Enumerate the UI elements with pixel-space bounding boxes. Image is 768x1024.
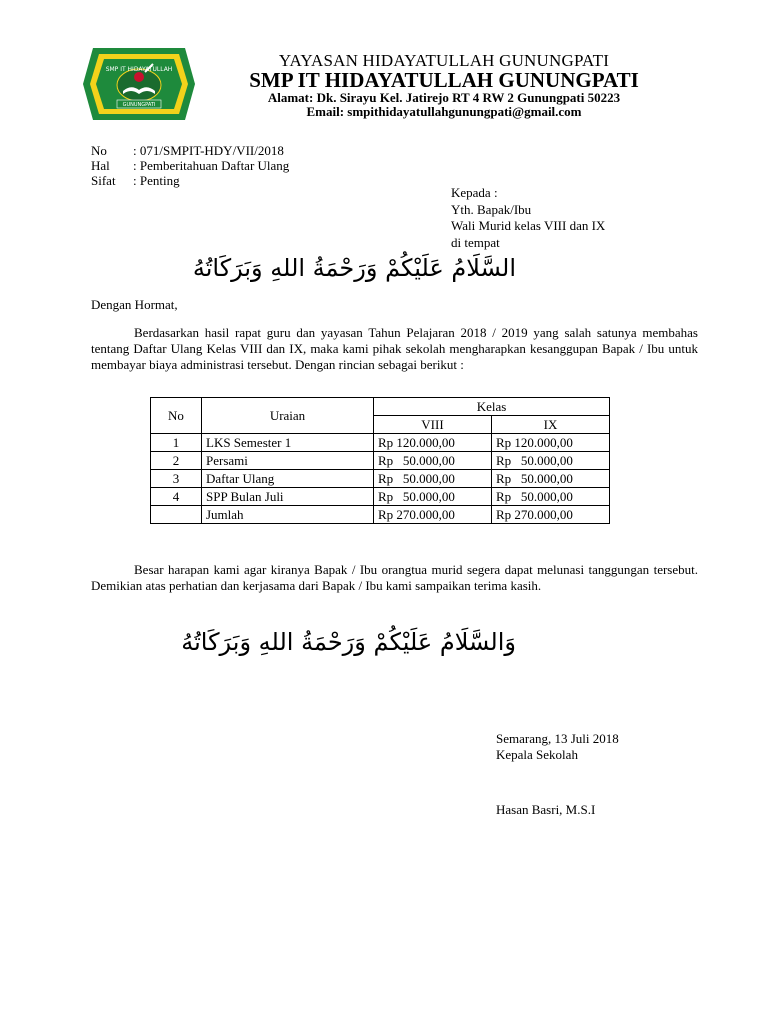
fee-table xyxy=(150,397,610,524)
cell-total-label: Jumlah xyxy=(202,506,374,524)
cell-uraian: Daftar Ulang xyxy=(202,470,374,488)
body-paragraph-2 xyxy=(91,562,698,594)
school-address: Alamat: Dk. Sirayu Kel. Jatirejo RT 4 RW 2 Gunungpati 50223 xyxy=(267,90,621,105)
recipient-block xyxy=(451,185,605,251)
meta-value: : Pemberitahuan Daftar Ulang xyxy=(133,158,290,173)
cell-ix: Rp 120.000,00 xyxy=(492,434,610,452)
recipient-line: Wali Murid kelas VIII dan IX xyxy=(451,218,606,233)
cell-viii: Rp 50.000,00 xyxy=(374,470,492,488)
signature-block xyxy=(496,731,619,763)
signer-position: Kepala Sekolah xyxy=(496,747,578,762)
table-row xyxy=(151,488,610,506)
table-row xyxy=(151,434,610,452)
meta-label: Hal xyxy=(91,158,110,173)
table-row xyxy=(151,470,610,488)
recipient-line: di tempat xyxy=(451,234,500,250)
cell-no: 2 xyxy=(151,452,202,470)
place-date: Semarang, 13 Juli 2018 xyxy=(496,731,619,746)
table-row xyxy=(151,452,610,470)
logo-ring-text: SMP IT HIDAYATULLAH xyxy=(105,66,173,73)
cell-viii: Rp 50.000,00 xyxy=(374,452,492,470)
meta-value: : Penting xyxy=(133,173,180,188)
cell-total-ix: Rp 270.000,00 xyxy=(492,506,610,524)
cell-uraian: LKS Semester 1 xyxy=(202,434,374,452)
col-header-ix: IX xyxy=(492,416,610,434)
col-header-kelas: Kelas xyxy=(374,398,610,416)
salam-closing: وَالسَّلَامُ عَلَيْكُمْ وَرَحْمَةُ اللهِ وَبَرَكَاتُهُ xyxy=(181,628,516,656)
cell-viii: Rp 120.000,00 xyxy=(374,434,492,452)
cell-ix: Rp 50.000,00 xyxy=(492,452,610,470)
school-email: Email: smpithidayatullahgunungpati@gmail.com xyxy=(306,104,582,119)
greeting: Dengan Hormat, xyxy=(91,297,178,312)
paragraph-text: Berdasarkan hasil rapat guru dan yayasan Tahun Pelajaran 2018 / 2019 yang salah satunya membahas tentang Daftar Ulang Kelas VIII dan IX, maka kami pihak sekolah mengharapkan kesanggupan Bapak / Ibu untuk membayar biaya administrasi tersebut. Dengan rincian sebagai berikut : xyxy=(91,325,698,372)
school-name: SMP IT HIDAYATULLAH GUNUNGPATI xyxy=(249,68,639,92)
meta-row-sifat xyxy=(0,172,768,189)
cell-total-viii: Rp 270.000,00 xyxy=(374,506,492,524)
cell-no: 1 xyxy=(151,434,202,452)
signer-name: Hasan Basri, M.S.I xyxy=(496,802,596,817)
cell-ix: Rp 50.000,00 xyxy=(492,488,610,506)
cell-viii: Rp 50.000,00 xyxy=(374,488,492,506)
cell-ix: Rp 50.000,00 xyxy=(492,470,610,488)
col-header-no: No xyxy=(151,398,202,434)
col-header-viii: VIII xyxy=(374,416,492,434)
meta-label: No xyxy=(91,143,107,158)
meta-label: Sifat xyxy=(91,173,116,188)
recipient-line: Yth. Bapak/Ibu xyxy=(451,201,532,217)
paragraph-text: Besar harapan kami agar kiranya Bapak / Ibu orangtua murid segera dapat melunasi tanggungan tersebut. Demikian atas perhatian dan kerjasama dari Bapak / Ibu kami sampaikan terima kasih. xyxy=(91,562,698,593)
logo-banner-text: GUNUNGPATI xyxy=(122,102,156,108)
meta-value: : 071/SMPIT-HDY/VII/2018 xyxy=(133,143,284,158)
cell-uraian: Persami xyxy=(202,452,374,470)
cell-no-empty xyxy=(151,506,202,524)
recipient-line: Kepada : xyxy=(451,185,498,200)
table-header-row xyxy=(151,398,610,416)
cell-no: 4 xyxy=(151,488,202,506)
salam-opening: السَّلَامُ عَلَيْكُمْ وَرَحْمَةُ اللهِ وَبَرَكَاتُهُ xyxy=(192,254,516,282)
body-paragraph-1 xyxy=(91,325,698,373)
cell-uraian: SPP Bulan Juli xyxy=(202,488,374,506)
foundation-name: YAYASAN HIDAYATULLAH GUNUNGPATI xyxy=(278,51,610,70)
table-total-row xyxy=(151,506,610,524)
cell-no: 3 xyxy=(151,470,202,488)
col-header-uraian: Uraian xyxy=(202,398,374,434)
